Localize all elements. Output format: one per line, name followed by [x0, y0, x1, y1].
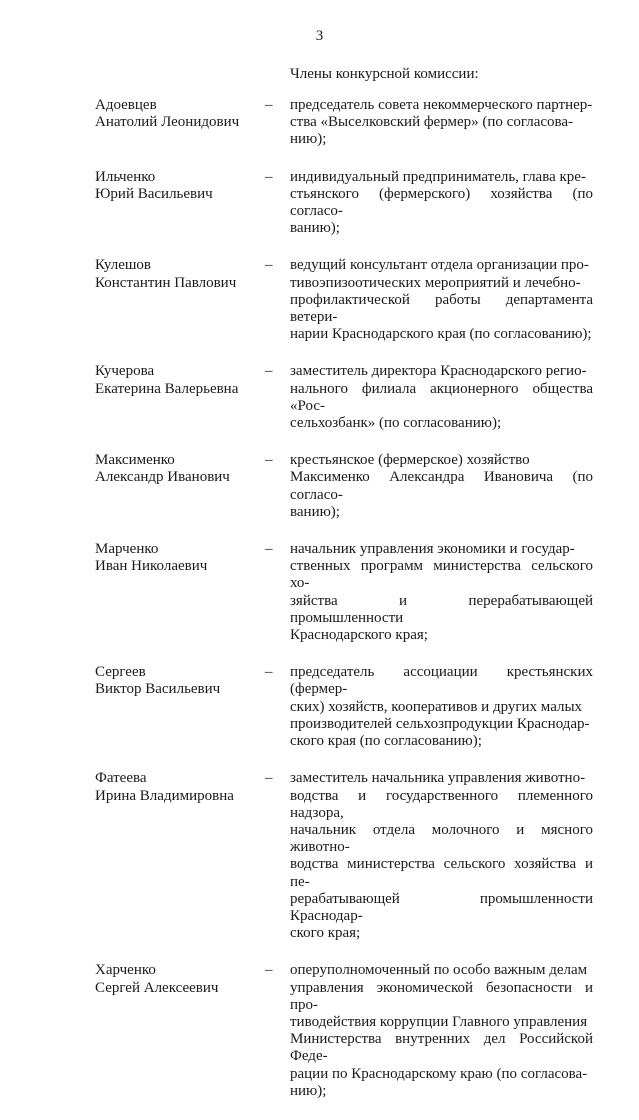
member-entry — [0, 770, 639, 942]
member-description: крестьянское (фермерское) хозяйство Максименко Александра Ивановича (по согласо- ванию); — [290, 452, 593, 520]
member-dash: – — [265, 962, 273, 979]
member-dash: – — [265, 363, 273, 380]
member-dash: – — [265, 452, 273, 469]
member-entry — [0, 962, 639, 1100]
member-surname: Ильченко — [95, 168, 156, 185]
member-given-name: Константин Павлович — [95, 274, 237, 291]
member-entry — [0, 452, 639, 521]
member-surname: Максименко — [95, 452, 175, 469]
member-description: индивидуальный предприниматель, глава кре- стьянского (фермерского) хозяйства (по согласо- ванию); — [290, 168, 593, 237]
member-given-name: Виктор Васильевич — [95, 681, 221, 698]
member-description: заместитель начальника управления животно- водства и государственного племенного надзора, начальник отдела молочного и мясного животно- водства министерства сельского хозяйства и пе- рерабатывающей промышленности Краснодар- ского края; — [290, 770, 593, 942]
member-name — [95, 541, 265, 575]
member-entry — [0, 97, 639, 149]
commission-members-heading: Члены конкурсной комиссии: — [290, 66, 479, 82]
member-dash: – — [265, 97, 273, 113]
member-given-name: Ирина Владимировна — [95, 787, 234, 804]
member-surname: Фатеева — [95, 770, 147, 787]
member-dash: – — [265, 541, 273, 558]
member-entry — [0, 541, 639, 644]
member-surname: Марченко — [95, 541, 159, 558]
member-name — [95, 770, 265, 804]
member-entry — [0, 257, 639, 343]
member-name — [95, 97, 265, 131]
member-entry — [0, 363, 639, 432]
member-dash: – — [265, 664, 273, 681]
member-given-name: Александр Иванович — [95, 469, 230, 486]
member-description: председатель ассоциации крестьянских (фермер- ских) хозяйств, кооперативов и других малых производителей сельхозпродукции Краснодар- ского края (по согласованию); — [290, 664, 593, 750]
member-surname: Харченко — [95, 962, 156, 979]
member-name — [95, 452, 265, 486]
member-description: начальник управления экономики и государ- ственных программ министерства сельского хо- зяйства и перерабатывающей промышленности Краснодарского края; — [290, 541, 593, 644]
member-description: председатель совета некоммерческого партнер- ства «Выселковский фермер» (по согласова- нию); — [290, 97, 593, 148]
member-given-name: Сергей Алексеевич — [95, 979, 219, 996]
member-dash: – — [265, 168, 273, 185]
member-surname: Адоевцев — [95, 97, 157, 113]
members-list — [0, 97, 639, 1120]
member-description: ведущий консультант отдела организации про- тивоэпизоотических мероприятий и лечебно- профилактической работы департамента ветери- нарии Краснодарского края (по согласованию); — [290, 257, 593, 343]
member-given-name: Юрий Васильевич — [95, 185, 213, 202]
member-surname: Кулешов — [95, 257, 151, 274]
member-given-name: Анатолий Леонидович — [95, 114, 240, 131]
member-description: заместитель директора Краснодарского регио- нального филиала акционерного общества «Рос- сельхозбанк» (по согласованию); — [290, 363, 593, 432]
member-name — [95, 257, 265, 291]
member-dash: – — [265, 257, 273, 274]
member-surname: Кучерова — [95, 363, 155, 380]
member-name — [95, 664, 265, 698]
page-number: 3 — [315, 28, 324, 44]
member-given-name: Екатерина Валерьевна — [95, 380, 239, 397]
member-dash: – — [265, 770, 273, 787]
member-given-name: Иван Николаевич — [95, 558, 208, 575]
member-entry — [0, 169, 639, 238]
member-surname: Сергеев — [95, 664, 146, 681]
member-name — [95, 169, 265, 203]
member-name — [95, 962, 265, 996]
member-entry — [0, 664, 639, 750]
member-description: оперуполномоченный по особо важным делам управления экономической безопасности и про- тиводействия коррупции Главного управления Министерства внутренних дел Российской Феде- рации по Краснодарскому краю (по согласова- нию); — [290, 962, 593, 1099]
member-name — [95, 363, 265, 397]
